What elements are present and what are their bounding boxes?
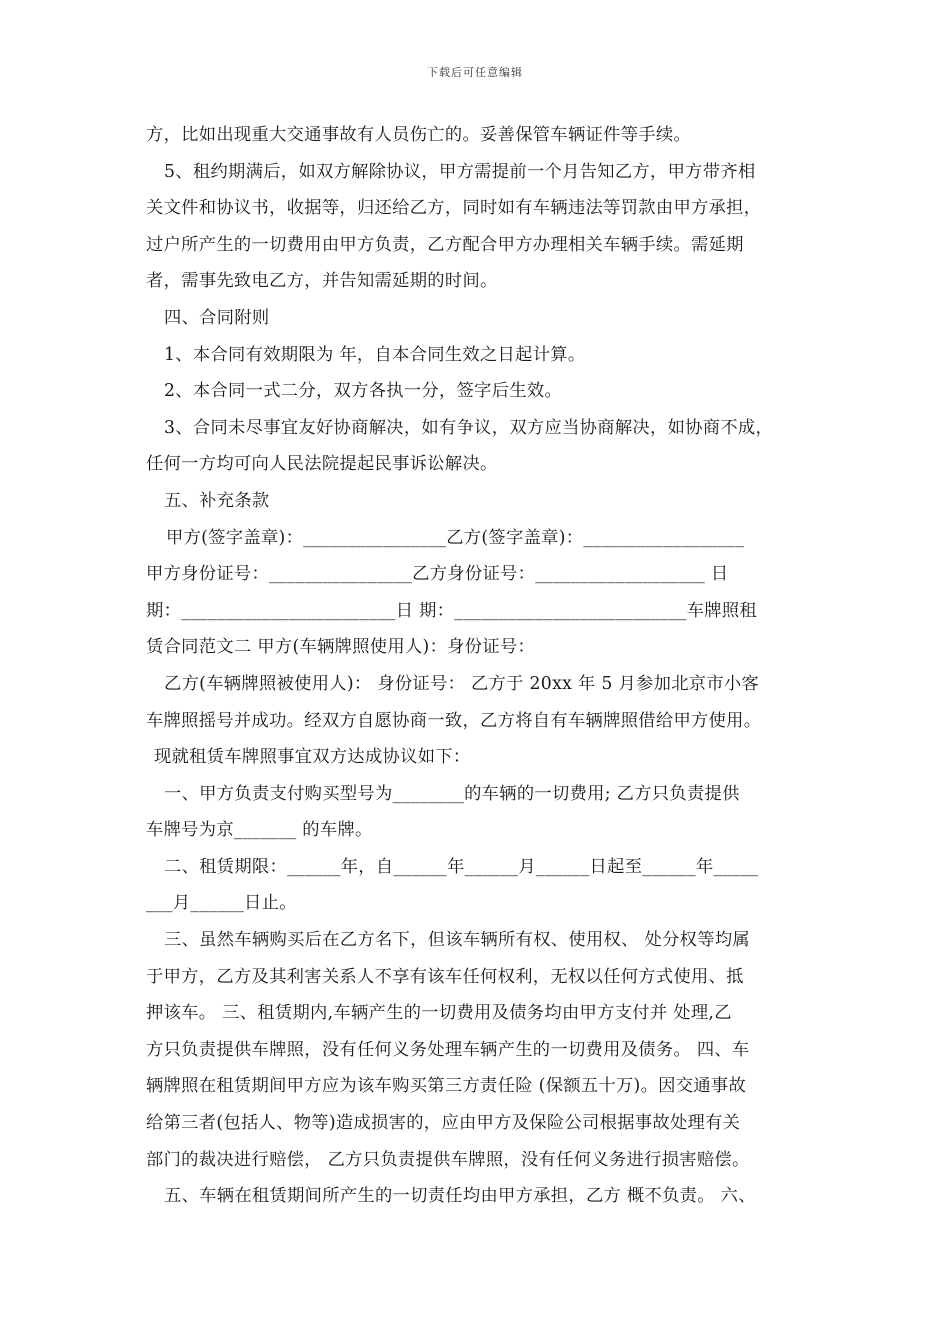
text-line: 车牌照摇号并成功。经双方自愿协商一致，乙方将自有车辆牌照借给甲方使用。 — [146, 710, 762, 731]
text-line: 一、甲方负责支付购买型号为________的车辆的一切费用; 乙方只负责提供 — [164, 783, 740, 804]
date-line: 期：________________________日 期：__________________________车牌照租 — [146, 600, 758, 621]
text-line: 车牌号为京_______ 的车牌。 — [146, 820, 373, 841]
text-line: 方只负责提供车牌照，没有任何义务处理车辆产生的一切费用及债务。 四、车 — [146, 1039, 750, 1060]
signature-line: 甲方(签字盖章)：________________乙方(签字盖章)：__________________ — [166, 527, 745, 548]
text-line: 给第三者(包括人、物等)造成损害的，应由甲方及保险公司根据事故处理有关 — [146, 1113, 741, 1134]
text-line: 关文件和协议书，收据等，归还给乙方，同时如有车辆违法等罚款由甲方承担， — [146, 198, 762, 219]
text-line: 过户所产生的一切费用由甲方负责，乙方配合甲方办理相关车辆手续。需延期 — [146, 234, 744, 255]
text-line: 现就租赁车牌照事宜双方达成协议如下： — [154, 747, 471, 768]
text-line: 者，需事先致电乙方，并告知需延期的时间。 — [146, 271, 498, 292]
text-line: 部门的裁决进行赔偿， 乙方只负责提供车牌照，没有任何义务进行损害赔偿。 — [146, 1149, 750, 1170]
text-line: 赁合同范文二 甲方(车辆牌照使用人)：身份证号： — [146, 637, 536, 658]
text-line: 2、本合同一式二分，双方各执一分，签字后生效。 — [164, 381, 563, 402]
text-line: 乙方(车辆牌照被使用人)： 身份证号： 乙方于 20xx 年 5 月参加北京市小客 — [164, 673, 760, 694]
text-line: 方，比如出现重大交通事故有人员伤亡的。妥善保管车辆证件等手续。 — [146, 125, 692, 145]
text-line: ___月______日止。 — [146, 893, 297, 914]
text-line: 二、租赁期限：______年，自______年______月______日起至______年_____ — [164, 856, 759, 877]
document-body — [146, 117, 826, 1215]
text-line: 三、虽然车辆购买后在乙方名下，但该车辆所有权、使用权、 处分权等均属 — [164, 930, 750, 951]
section-heading: 四、合同附则 — [164, 307, 270, 328]
text-line: 押该车。 三、租赁期内,车辆产生的一切费用及债务均由甲方支付并 处理,乙 — [146, 1003, 732, 1024]
text-line: 于甲方，乙方及其利害关系人不享有该车任何权利，无权以任何方式使用、抵 — [146, 966, 744, 987]
page-header-note: 下载后可任意编辑 — [427, 66, 523, 79]
text-line: 五、车辆在租赁期间所产生的一切责任均由甲方承担，乙方 概不负责。 六、 — [164, 1186, 756, 1207]
text-line: 3、合同未尽事宜友好协商解决，如有争议，双方应当协商解决，如协商不成， — [164, 417, 774, 438]
text-line: 辆牌照在租赁期间甲方应为该车购买第三方责任险 (保额五十万)。因交通事故 — [146, 1076, 747, 1097]
text-line: 5、租约期满后，如双方解除协议，甲方需提前一个月告知乙方，甲方带齐相 — [164, 161, 756, 182]
text-line: 1、本合同有效期限为 年，自本合同生效之日起计算。 — [164, 344, 586, 365]
text-line: 任何一方均可向人民法院提起民事诉讼解决。 — [146, 454, 498, 475]
id-number-line: 甲方身份证号：________________乙方身份证号：___________________ 日 — [146, 564, 729, 585]
section-heading: 五、补充条款 — [164, 490, 270, 511]
